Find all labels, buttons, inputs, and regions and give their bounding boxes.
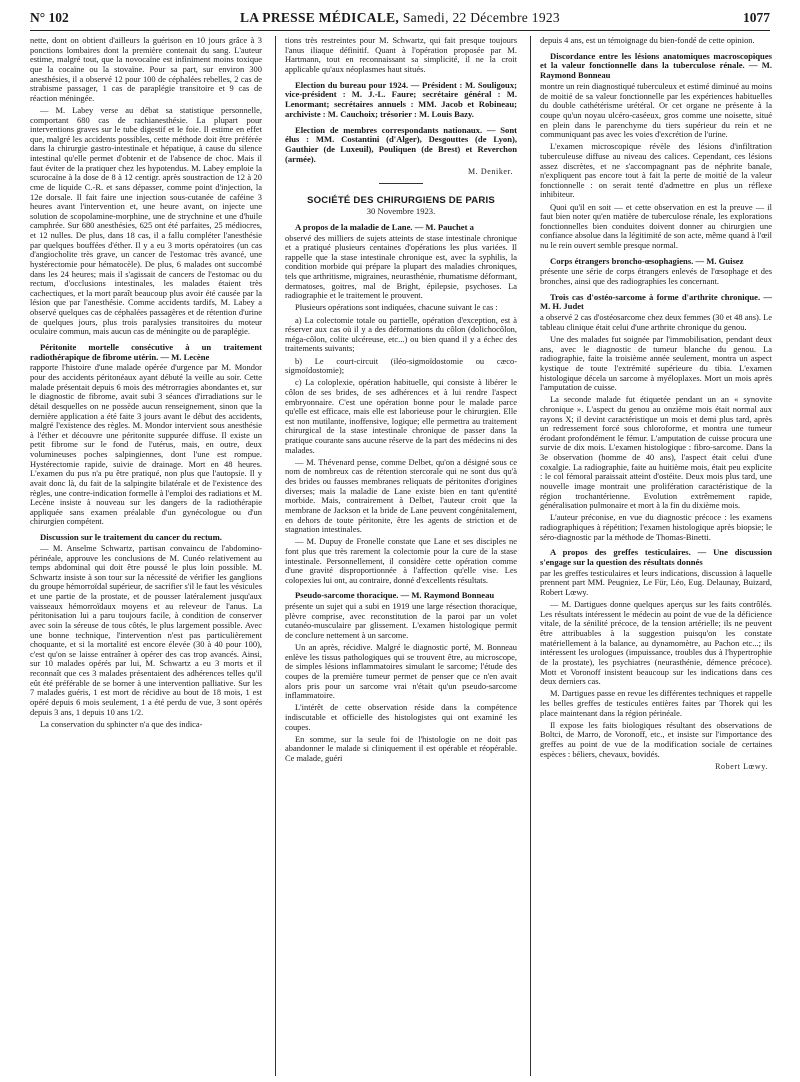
paragraph: Plusieurs opérations sont indiquées, chacune suivant le cas :: [295, 302, 498, 313]
issue-number: N° 102: [30, 10, 69, 25]
paragraph: — M. Dartigues donne quelques aperçus sur les faits contrôlés. Les résultats intéressent le médecin au point de vue de la déficience vitale, de la sénilité précoce, de la tension artérielle; ils ne peuvent être attribuables à la suggestion puisqu'on les constate matériellement à la balance, au dynamomètre, au Pachon etc...; ils intéressent les urologues (impuissance, troubles dus à l'hypertrophie de la prostate), les psychiatres (neurasthénie, démence précoce). Mott et Voronoff insistent beaucoup sur les indications dans ces deux derniers cas.: [540, 599, 772, 687]
page-header: [30, 8, 770, 31]
author-signature: Robert Lœwy.: [715, 761, 768, 771]
article-heading: Election de membres correspondants nationaux. — Sont élus : MM. Costantini (d'Alger), Desgouttes (de Lyon), Gauthier (de Luxeuil), Pouliquen (de Brest) et Reverchon (armée).: [285, 124, 517, 165]
article-heading: A propos de la maladie de Lane. — M. Pauchet a: [295, 221, 474, 232]
article-heading: Péritonite mortelle consécutive à un traitement radiothérapique de fibrome utérin. — M. Lecène: [30, 341, 262, 362]
paragraph: a observé 2 cas d'ostéosarcome chez deux femmes (30 et 48 ans). Le tableau clinique était celui d'une arthrite chronique du genou.: [540, 312, 772, 332]
paragraph: présente un sujet qui a subi en 1919 une large résection thoracique, plèvre comprise, avec reconstitution de la paroi par un volet cutanéo-musculaire par glissement. L'examen histologique permit de conclure nettement à un sarcome.: [285, 601, 517, 641]
article-heading: Discordance entre les lésions anatomiques macroscopiques et la valeur fonctionnelle dans la tuberculose rénale. — M. Raymond Bonneau: [540, 50, 772, 81]
article-heading: Trois cas d'ostéo-sarcome à forme d'arthrite chronique. — M. H. Judet: [540, 291, 772, 312]
paragraph: rapporte l'histoire d'une malade opérée d'urgence par M. Mondor pour des accidents péritonéaux ayant débuté la veille au soir. Cette malade présentait depuis 6 mois des métrorragies abondantes et, sur le diagnostic de fibrome, avait subi 3 séances d'irradiations sur le détail desquelles on ne possède aucun renseignement, sinon que la dernière application a été faite 3 jours avant le début des accidents, malgré l'existence des règles. M. Mondor intervient sous anesthésie à l'éther et découvre une péritonite suppurée diffuse. Il existe un petit fibrome sur le fond de l'utérus, mais, en outre, deux volumineuses poches salpingiennes, dont l'une est rompue. Hystérectomie rapide, suivie de drainage. Mort en 48 heures. L'examen du pus n'a pu être pratiqué, non plus que l'autopsie. Il y avait donc là, du fait de la salpingite bilatérale et de l'existence des règles, une contre-indication formelle à l'emploi des radiations et M. Lecène insiste à nouveau sur les dangers de la radiothérapie appliquée sans examen préalable d'un gynécologue ou d'un chirurgien compétent.: [30, 362, 262, 527]
paragraph: — M. Thévenard pense, comme Delbet, qu'on a désigné sous ce nom de nombreux cas de rétention stercorale qui ne sont dus qu'à des brides ou fausses membranes reliquats de péritonites d'origines diverses; mais la maladie de Lane existe bien en tant qu'entité morbide. Mais, contrairement à Delbet, l'auteur croit que la membrane de Jackson et la bride de Lane peuvent congénitalement, en dehors de toute péritonite, être les agents de striction et de stagnation intestinales.: [285, 456, 517, 535]
issue-date: Samedi, 22 Décembre 1923: [402, 10, 560, 25]
article-heading: Pseudo-sarcome thoracique. — M. Raymond Bonneau: [295, 590, 495, 601]
paragraph: Quoi qu'il en soit — et cette observation en est la preuve — il faut bien noter qu'en matière de tuberculose rénale, les explorations fonctionnelles bien conduites doivent donner au chirurgien une confiance absolue dans la légitimité de son acte, même quand à l'œil nu le rein ouvert semble presque normal.: [540, 201, 772, 251]
paragraph: montre un rein diagnostiqué tuberculeux et estimé diminué au moins de moitié de sa valeur fonctionnelle par les expériences habituelles du double cathétérisme urétéral. Or cet organe ne présente à la coupe qu'un noyau ulcéro-caséeux, gros comme une noisette, situé en plein dans le parenchyme du tiers supérieur du rein et ne communiquant pas avec les voies d'excrétion de l'urine.: [540, 81, 772, 140]
paragraph: L'auteur préconise, en vue du diagnostic précoce : les examens radiographiques à répétition; l'examen histologique après biopsie; le séro-diagnostic par la méthode de Thomas-Binetti.: [540, 512, 772, 542]
column-3: [540, 36, 772, 1076]
section-divider: [379, 183, 423, 184]
paragraph: — M. Labey verse au débat sa statistique personnelle, comportant 680 cas de rachianesthésie. La plupart pour interventions graves sur le tube digestif et le foie. Il estime en effet que, malgré les accidents possibles, cette méthode doit être préférée dans la chirurgie gastro-intestinale et hépatique, à cause du silence intestinal qu'elle permet d'obtenir et de l'absence de choc. Mais il faut éviter de la pratiquer chez les hypotendus. M. Labey emploie la scurocaïne à la dose de 8 à 12 centigr. après soustraction de 12 à 20 cme de liquide C.-R. et sans dépasser, comme point d'injection, la 12e dorsale. Il fait faire une injection sous-cutanée de caféine 3 heures avant l'intervention et, une heure avant, on injecte une solution de scopolamine-morphine, une de strychnine et une d'huile camphrée. Sur 680 anesthésies, 625 ont été parfaites, 25 médiocres, et 12 nulles. De plus, dans 18 cas, il a fallu compléter l'anesthésie par quelques bouffées d'éther. Il y a eu 3 morts opératoires (un cas d'angiocholite très grave, un cancer de l'estomac très avancé, une hystérectomie pour hématocèle). De plus, 6 malades ont succombé dans les 24 heures; mais il s'agissait de cancers de l'estomac ou du rectum, d'occlusions intestinales, les malades étaient très cachectiques, et la mort paraît beaucoup plus avoir été causée par la lésion que par l'anesthésie. Comme accidents tardifs, M. Labey a observé quelques cas de céphalées passagères et de rétention d'urine de quelques jours, plus trois paralysies transitoires du moteur oculaire commun, mais aucun cas de méningite ou de paraplégie.: [30, 104, 262, 337]
article-heading: A propos des greffes testiculaires. — Une discussion s'engage sur la question des résultats donnés: [540, 547, 772, 567]
paragraph: tions très restreintes pour M. Schwartz, qui fait presque toujours l'anus iliaque définitif. Quant à l'opération proposée par M. Hartmann, tout en reconnaissant sa simplicité, il ne la croit applicable qu'aux néoplasmes haut situés.: [285, 36, 517, 74]
article-heading: Election du bureau pour 1924. — Président : M. Souligoux; vice-président : M. J.-L. Faure; secrétaire général : M. Lenormant; secrétaires annuels : MM. Jacob et Robineau; archiviste : M. Cauchoix; trésorier : M. Louis Bazy.: [285, 79, 517, 119]
paragraph: par les greffes testiculaires et leurs indications, discussion à laquelle prennent part MM. Peugniez, Le Für, Léo, Eug. Delaunay, Buizard, Robert Lœwy.: [540, 567, 772, 597]
paragraph: — M. Anselme Schwartz, partisan convaincu de l'abdomino-périnéale, approuve les conclusions de M. Cunéo relativement au temps abdominal qui doit être poussé le plus loin possible. M. Schwartz insiste à son tour sur la nécessité de vérifier les ganglions du groupe hémorroïdal supérieur, de sacrifier s'il le faut les vésicules et une partie de la prostate, et de pousser latéralement jusqu'aux vaisseaux hémorroïdaux moyens et au releveur de l'anus. La péritonisation lui a paru toujours facile, à condition de conserver avec soin la séreuse de tous côtés, le plus largement possible. Avec une bonne technique, l'intervention n'est pas particulièrement choquante, et si la mortalité est encore élevée (30 à 40 pour 100), c'est qu'on se laisse entraîner à opérer des cas trop avancés. Ainsi, sur 10 malades opérés par lui, M. Schwartz a eu 3 morts et il reconnaît que ces 3 malades présentaient des adhérences telles qu'il eût été préférable de se borner à une intervention palliative. Sur les 7 malades guéris, 1 est mort de récidive au bout de 18 mois, 1 est opéré depuis 6 mois seulement, 1 a été perdu de vue, 3 sont opérés depuis 3 ans, 1 depuis 10 ans 1/2.: [30, 542, 262, 717]
author-signature: M. Deniker.: [467, 166, 513, 176]
column-2: [285, 36, 517, 1076]
article-heading: Discussion sur le traitement du cancer du rectum.: [40, 532, 222, 543]
column-1: [30, 36, 262, 1076]
paragraph: observé des milliers de sujets atteints de stase intestinale chronique et a pratiqué plusieurs centaines d'opérations les plus variées. Il rappelle que la stase intestinale chronique est, avec la syphilis, la condition morbide qui prépare la plupart des maladies chroniques, tels que arthritisme, migraines, neurasthénie, rhumatisme déformant, dermatoses, goitres, mal de Bright, épilepsie, psychoses. La radiographie et le traitement le prouvent.: [285, 232, 517, 301]
paragraph: Un an après, récidive. Malgré le diagnostic porté, M. Bonneau enlève les tissus pathologiques qui se trouvent être, au microscope, de simples lésions inflammatoires simulant le sarcome; l'étude des coupes de la première tumeur permet de penser que ce n'en avait alors pris pour un sarcome vrai n'était qu'un pseudo-sarcome inflammatoire.: [285, 642, 517, 701]
paragraph: Il expose les faits biologiques résultant des observations de Boltci, de Marro, de Voronoff, etc., et insiste sur l'importance des greffes au point de vue de la modification sociale de certaines espèces : béliers, chevaux, bovidés.: [540, 719, 772, 759]
section-date: 30 Novembre 1923.: [366, 206, 436, 217]
column-divider: [275, 36, 276, 1076]
paragraph: c) La coloplexie, opération habituelle, qui consiste à libérer le côlon de ses brides, de ses adhérences et à lui rendre l'aspect embryonnaire. C'est une opération bonne pour le malade parce qu'elle est efficace, mais elle est laborieuse pour le chirurgien. Elle est non mutilante, inoffensive, logique; elle permettra au traitement chirurgical de la stase intestinale chronique de passer dans la pratique courante sans aucune réserve de la part des médecins ni des malades.: [285, 377, 517, 455]
paragraph: b) Le court-circuit (iléo-sigmoïdostomie ou cæco-sigmoïdostomie);: [285, 355, 517, 376]
paragraph: — M. Dupuy de Fronelle constate que Lane et ses disciples ne font plus que très rarement la colectomie pour la cure de la stase intestinale. Personnellement, il considère cette opération comme d'une gravité disproportionnée à l'affection qu'elle vise. Les colopexies lui ont, au contraire, donné d'excellents résultats.: [285, 536, 517, 585]
paragraph: L'intérêt de cette observation réside dans la compétence indiscutable et officielle des histologistes qui ont examiné les coupes.: [285, 702, 517, 732]
paragraph: a) La colectomie totale ou partielle, opération d'exception, est à réserver aux cas où il y a des déformations du côlon (dolichocôlon, méga-côlon, colite ulcéreuse, etc...) ou bien quand il y a échec des traitements suivants;: [285, 314, 517, 354]
column-divider: [530, 36, 531, 1076]
article-heading: Corps étrangers broncho-œsophagiens. — M. Guisez: [550, 255, 744, 266]
section-title: SOCIÉTÉ DES CHIRURGIENS DE PARIS: [307, 194, 495, 206]
paragraph: nette, dont on obtient d'ailleurs la guérison en 10 jours grâce à 3 ponctions lombaires dont la première contenait du sang. L'auteur estime, malgré tout, que la novocaïne est infiniment moins toxique que la cocaïne ou la stovaïne. Pour sa part, sur environ 300 anesthésies, il a observé 12 pour 100 de céphalées rebelles, 2 cas de strabisme passager, 1 cas de paraplégie transitoire et 9 cas de réaction méningée.: [30, 36, 262, 103]
paragraph: En somme, sur la seule foi de l'histologie on ne doit pas abandonner le malade si cliniquement il est opérable et réopérable. Ce malade, guéri: [285, 733, 517, 764]
paragraph: L'examen microscopique révèle des lésions d'infiltration tuberculeuse diffuse au niveau des calices. Cependant, ces lésions assez discrètes, et ne s'accompagnant pas de néphrite banale, n'expliquent pas encore tout à fait la perte de moitié de la valeur fonctionnelle : on serait tenté d'admettre en plus un réflexe inhibiteur.: [540, 141, 772, 200]
journal-title: LA PRESSE MÉDICALE,: [240, 10, 400, 25]
paragraph: depuis 4 ans, est un témoignage du bien-fondé de cette opinion.: [540, 36, 755, 45]
paragraph: Une des malades fut soignée par l'immobilisation, pendant deux ans, avec le diagnostic de tumeur blanche du genou. La radiographie, faite la troisième année seulement, montra un aspect kystique de toute l'extrémité supérieure du tibia. L'examen histologique décela un sarcome à myéloplaxes. Mort un mois après l'amputation de cuisse.: [540, 334, 772, 393]
journal-masthead: [30, 10, 770, 26]
paragraph: La conservation du sphincter n'a que des indica-: [40, 718, 203, 729]
paragraph: La seconde malade fut étiquetée pendant un an « synovite chronique ». L'aspect du genou au onzième mois était normal aux rayons X; il devint caractéristique un mois et demi plus tard, après un redressement forcé sous chloroforme, et montra une tumeur érodant profondément le fémur. L'amputation de cuisse procura une survie de dix mois. L'examen histologique : fibro-sarcome. Dans la 3e observation (homme de 40 ans), l'aspect était celui d'une coxalgie. La radiographie, faite au huitième mois, était peu explicite : le col fémoral paraissait atteint d'ostéite. Deux mois plus tard, une nouvelle image montrait une prolifération caractéristique de la région trochantérienne. Evolution extrêmement rapide, généralisation pulmonaire et mort à la fin du dixième mois.: [540, 394, 772, 511]
paragraph: présente une série de corps étrangers enlevés de l'œsophage et des bronches, ainsi que des radiographies les concernant.: [540, 266, 772, 287]
page-number: 1077: [743, 10, 770, 25]
paragraph: M. Dartigues passe en revue les différentes techniques et rappelle les belles greffes de testicules entières faites par Thorek qui les place maintenant dans la région périnéale.: [540, 688, 772, 718]
